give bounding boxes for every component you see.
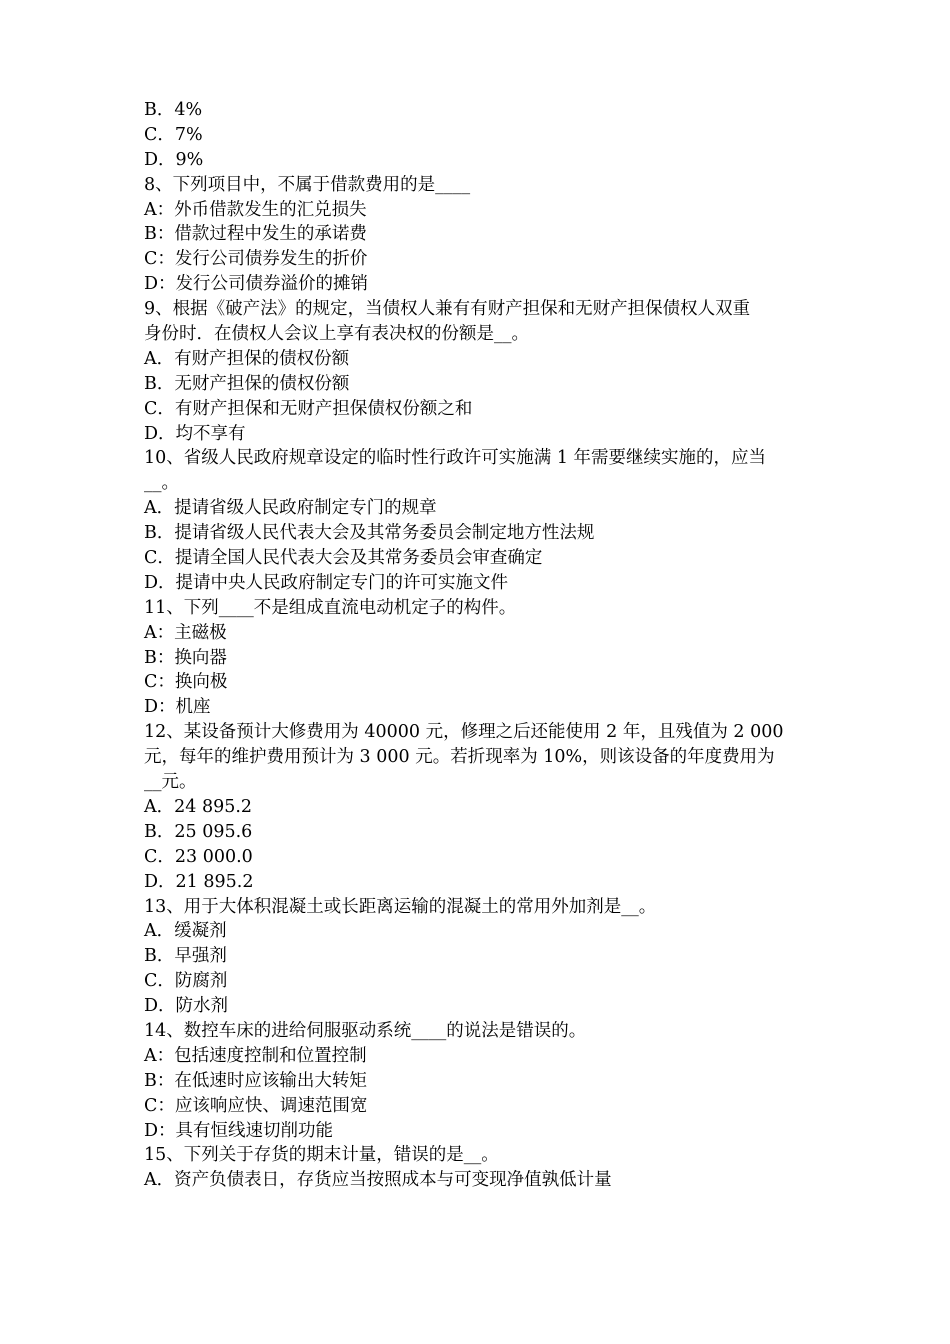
q10-option-d: D．提请中央人民政府制定专门的许可实施文件 xyxy=(144,572,509,593)
question-9-line-1: 9、根据《破产法》的规定，当债权人兼有有财产担保和无财产担保债权人双重 xyxy=(144,299,751,320)
q12-option-c: C．23 000.0 xyxy=(144,846,253,867)
q8-option-d: D：发行公司债券溢价的摊销 xyxy=(144,274,369,295)
option-c-line: C．7% xyxy=(144,124,203,145)
q12-option-b: B．25 095.6 xyxy=(144,821,253,842)
option-b-line: B．4% xyxy=(144,100,203,120)
q11-option-a: A：主磁极 xyxy=(144,622,227,643)
q14-option-b: B：在低速时应该输出大转矩 xyxy=(144,1070,367,1091)
question-12-line-2: 元，每年的维护费用预计为 3 000 元。若折现率为 10%，则该设备的年度费用为 xyxy=(144,747,775,768)
q13-option-d: D．防水剂 xyxy=(144,996,229,1017)
question-12-line-3: __元。 xyxy=(144,772,197,793)
q14-option-c: C：应该响应快、调速范围宽 xyxy=(144,1095,368,1116)
q10-option-a: A．提请省级人民政府制定专门的规章 xyxy=(144,498,437,519)
q9-option-b: B．无财产担保的债权份额 xyxy=(144,373,350,394)
q14-option-d: D：具有恒线速切削功能 xyxy=(144,1120,334,1141)
option-d-line: D．9% xyxy=(144,149,204,170)
question-15: 15、下列关于存货的期末计量，错误的是__。 xyxy=(144,1145,499,1166)
q14-option-a: A：包括速度控制和位置控制 xyxy=(144,1045,367,1066)
question-11: 11、下列____不是组成直流电动机定子的构件。 xyxy=(144,597,517,618)
q9-option-d: D．均不享有 xyxy=(144,423,246,444)
document-page xyxy=(144,98,812,1193)
q8-option-b: B：借款过程中发生的承诺费 xyxy=(144,224,367,245)
q9-option-a: A．有财产担保的债权份额 xyxy=(144,348,350,369)
question-9-line-2: 身份时．在债权人会议上享有表决权的份额是__。 xyxy=(144,324,529,345)
question-10-line-1: 10、省级人民政府规章设定的临时性行政许可实施满 1 年需要继续实施的，应当 xyxy=(144,448,767,469)
q12-option-a: A．24 895.2 xyxy=(144,796,253,817)
q10-option-b: B．提请省级人民代表大会及其常务委员会制定地方性法规 xyxy=(144,523,595,544)
question-12-line-1: 12、某设备预计大修费用为 40000 元，修理之后还能使用 2 年，且残值为 2 000 xyxy=(144,722,784,743)
q8-option-a: A：外币借款发生的汇兑损失 xyxy=(144,199,367,220)
q13-option-b: B．早强剂 xyxy=(144,946,227,967)
question-14: 14、数控车床的进给伺服驱动系统____的说法是错误的。 xyxy=(144,1020,587,1041)
q9-option-c: C．有财产担保和无财产担保债权份额之和 xyxy=(144,398,473,419)
question-13: 13、用于大体积混凝土或长距离运输的混凝土的常用外加剂是__。 xyxy=(144,896,657,917)
q15-option-a: A．资产负债表日，存货应当按照成本与可变现净值孰低计量 xyxy=(144,1170,612,1191)
q10-option-c: C．提请全国人民代表大会及其常务委员会审查确定 xyxy=(144,548,543,569)
q11-option-d: D：机座 xyxy=(144,697,211,718)
q8-option-c: C：发行公司债券发生的折价 xyxy=(144,249,368,270)
q13-option-c: C．防腐剂 xyxy=(144,971,228,992)
q13-option-a: A．缓凝剂 xyxy=(144,921,227,942)
q11-option-c: C：换向极 xyxy=(144,672,228,693)
question-8: 8、下列项目中，不属于借款费用的是____ xyxy=(144,174,471,195)
q12-option-d: D．21 895.2 xyxy=(144,871,254,892)
question-10-line-2: __。 xyxy=(144,473,179,494)
q11-option-b: B：换向器 xyxy=(144,647,227,668)
